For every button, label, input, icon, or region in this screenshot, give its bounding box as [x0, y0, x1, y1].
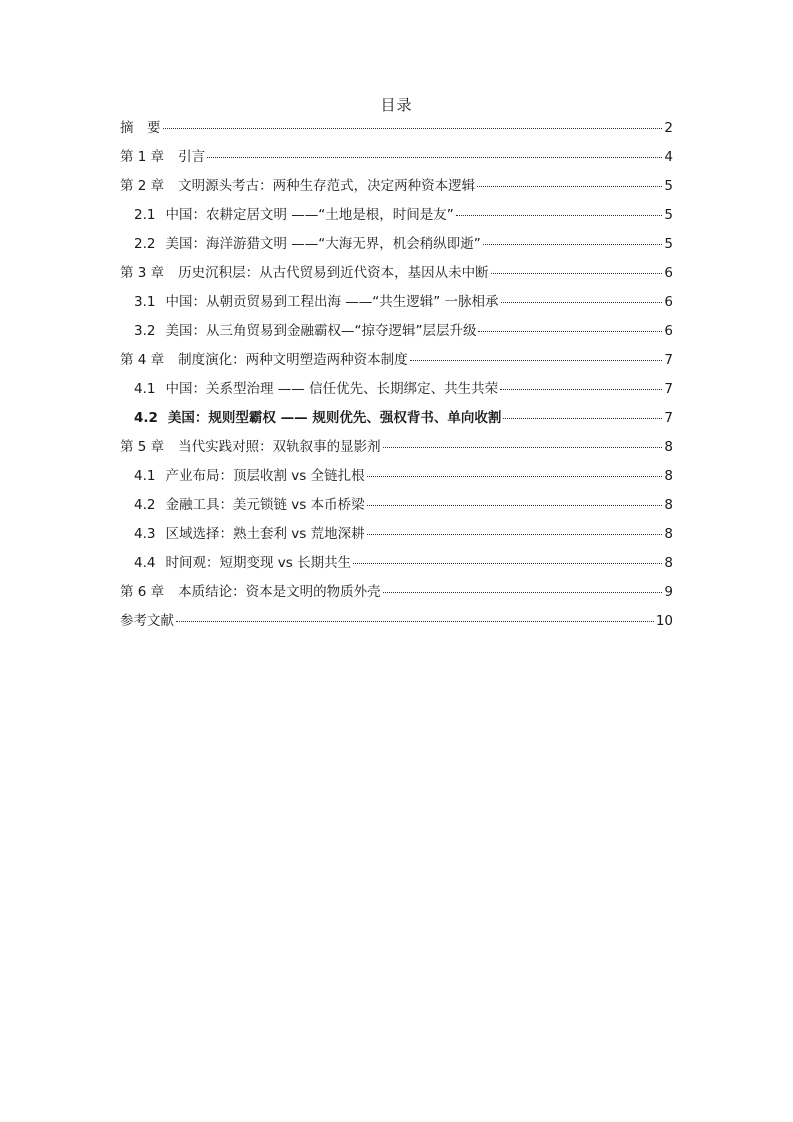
toc-entry-text: 4.2 美国：规则型霸权 —— 规则优先、强权背书、单向收割	[134, 410, 502, 426]
toc-entry-section-4-1[interactable]	[120, 377, 673, 406]
dot-leader	[456, 214, 663, 216]
toc-entry-text: 4.1 中国：关系型治理 —— 信任优先、长期绑定、共生共荣	[134, 381, 499, 397]
dot-leader	[410, 359, 663, 361]
toc-entry-section-2-2[interactable]	[120, 232, 673, 261]
toc-entry-section-3-2[interactable]	[120, 319, 673, 348]
toc-entry-text: 参考文献	[120, 613, 174, 629]
toc-page-number: 7	[664, 410, 673, 426]
toc-entry-text: 4.1 产业布局：顶层收割 vs 全链扎根	[134, 468, 365, 484]
toc-entry-text: 摘 要	[120, 120, 161, 136]
toc-page-number: 8	[664, 555, 673, 571]
toc-entry-section-2-1[interactable]	[120, 203, 673, 232]
toc-entry-section-5-1[interactable]	[120, 464, 673, 493]
toc-entry-text: 3.1 中国：从朝贡贸易到工程出海 ——“共生逻辑” 一脉相承	[134, 294, 499, 310]
toc-entry-section-5-2[interactable]	[120, 493, 673, 522]
toc-entry-chapter-5[interactable]	[120, 435, 673, 464]
toc-entry-text: 第 4 章 制度演化：两种文明塑造两种资本制度	[120, 352, 408, 368]
toc-entry-text: 2.2 美国：海洋游猎文明 ——“大海无界，机会稍纵即逝”	[134, 236, 481, 252]
dot-leader	[367, 504, 663, 506]
toc-page-number: 5	[664, 236, 673, 252]
dot-leader	[367, 533, 663, 535]
toc-entry-text: 第 5 章 当代实践对照：双轨叙事的显影剂	[120, 439, 381, 455]
toc-entry-section-4-2[interactable]	[120, 406, 673, 435]
toc-page-number: 6	[664, 323, 673, 339]
toc-page-number: 9	[664, 584, 673, 600]
dot-leader	[491, 272, 663, 274]
dot-leader	[501, 301, 663, 303]
toc-entry-section-3-1[interactable]	[120, 290, 673, 319]
toc-entry-references[interactable]	[120, 609, 673, 638]
dot-leader	[207, 156, 662, 158]
toc-page-number: 6	[664, 265, 673, 281]
toc-entry-chapter-3[interactable]	[120, 261, 673, 290]
dot-leader	[383, 591, 663, 593]
toc-title: 目录	[380, 96, 413, 114]
toc-page-number: 10	[655, 613, 673, 629]
toc-entry-text: 第 6 章 本质结论：资本是文明的物质外壳	[120, 584, 381, 600]
toc-entry-chapter-6[interactable]	[120, 580, 673, 609]
toc-page-number: 2	[664, 120, 673, 136]
toc-entry-text: 4.4 时间观：短期变现 vs 长期共生	[134, 555, 352, 571]
dot-leader	[163, 127, 663, 129]
toc-page-number: 5	[664, 207, 673, 223]
dot-leader	[353, 562, 662, 564]
toc-page-number: 8	[664, 468, 673, 484]
toc-page-number: 6	[664, 294, 673, 310]
toc-entry-text: 第 3 章 历史沉积层：从古代贸易到近代资本，基因从未中断	[120, 265, 489, 281]
toc-page-number: 8	[664, 526, 673, 542]
toc-entry-text: 4.2 金融工具：美元锁链 vs 本币桥梁	[134, 497, 365, 513]
toc-page-number: 8	[664, 497, 673, 513]
toc-page-number: 8	[664, 439, 673, 455]
dot-leader	[500, 388, 662, 390]
toc-entry-chapter-1[interactable]	[120, 145, 673, 174]
toc-entry-section-5-4[interactable]	[120, 551, 673, 580]
dot-leader	[503, 417, 662, 419]
toc-page-number: 5	[664, 178, 673, 194]
dot-leader	[477, 185, 662, 187]
dot-leader	[176, 620, 654, 622]
dot-leader	[478, 330, 662, 332]
toc-page-number: 7	[664, 352, 673, 368]
dot-leader	[367, 475, 663, 477]
toc-entry-text: 第 2 章 文明源头考古：两种生存范式，决定两种资本逻辑	[120, 178, 476, 194]
toc-entry-abstract[interactable]	[120, 116, 673, 145]
toc-entry-text: 3.2 美国：从三角贸易到金融霸权—“掠夺逻辑”层层升级	[134, 323, 477, 339]
toc-entry-text: 第 1 章 引言	[120, 149, 206, 165]
dot-leader	[383, 446, 663, 448]
toc-page-number: 7	[664, 381, 673, 397]
toc-entry-text: 4.3 区域选择：熟土套利 vs 荒地深耕	[134, 526, 365, 542]
toc-entry-chapter-4[interactable]	[120, 348, 673, 377]
table-of-contents	[120, 116, 673, 638]
toc-entry-section-5-3[interactable]	[120, 522, 673, 551]
toc-entry-chapter-2[interactable]	[120, 174, 673, 203]
toc-entry-text: 2.1 中国：农耕定居文明 ——“土地是根，时间是友”	[134, 207, 454, 223]
dot-leader	[483, 243, 663, 245]
toc-page-number: 4	[664, 149, 673, 165]
